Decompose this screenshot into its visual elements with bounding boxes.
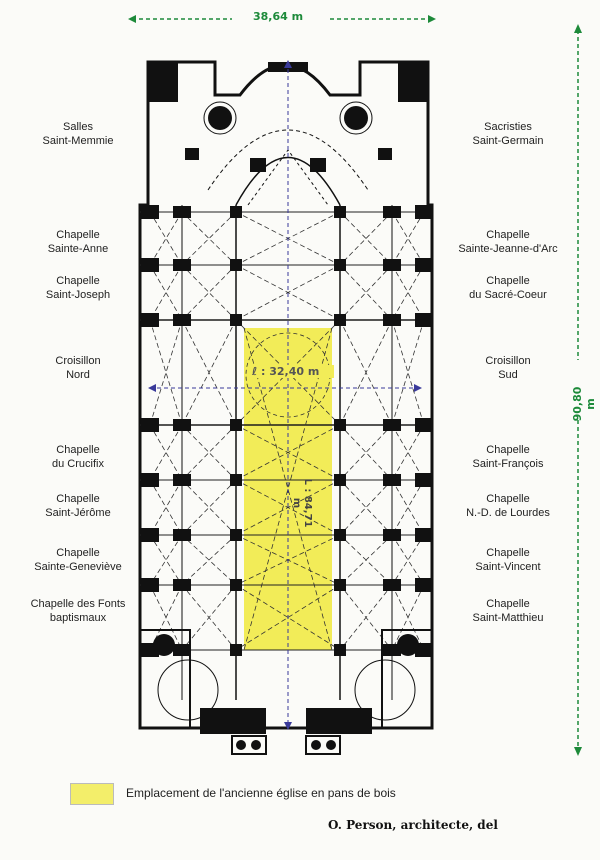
arrow-down [574, 747, 582, 756]
label-chapelle-saint-jerome: Chapelle Saint-Jérôme [45, 493, 111, 519]
old-width-label: ℓ : 32,40 m [250, 365, 334, 378]
label-croisillon-sud: Croisillon Sud [485, 355, 531, 381]
legend-text: Emplacement de l'ancienne église en pans de bois [126, 786, 396, 800]
label-chapelle-nd-de-lourdes: Chapelle N.-D. de Lourdes [466, 493, 550, 519]
old-length-label: L : 84,71 m [291, 478, 313, 528]
axis-arrow-right [414, 384, 422, 392]
label-chapelle-saint-joseph: Chapelle Saint-Joseph [45, 275, 111, 301]
length-label: 90,80 m [571, 386, 597, 422]
label-chapelle-des-fonts: Chapelle des Fonts baptismaux [30, 598, 126, 624]
label-chapelle-sainte-anne: Chapelle Sainte-Anne [47, 229, 109, 255]
label-sacristies-saint-germain: Sacristies Saint-Germain [472, 121, 544, 147]
label-chapelle-saint-vincent: Chapelle Saint-Vincent [475, 547, 541, 573]
arrow-right [428, 15, 436, 23]
width-label: 38,64 m [252, 10, 304, 23]
label-salles-saint-memmie: Salles Saint-Memmie [42, 121, 114, 147]
label-chapelle-du-sacre-coeur: Chapelle du Sacré-Coeur [469, 275, 547, 301]
label-chapelle-sainte-jeanne-darc: Chapelle Sainte-Jeanne-d'Arc [458, 229, 558, 255]
arrow-up [574, 24, 582, 33]
label-chapelle-saint-francois: Chapelle Saint-François [472, 444, 544, 470]
label-chapelle-sainte-genevieve: Chapelle Sainte-Geneviève [34, 547, 122, 573]
label-chapelle-saint-matthieu: Chapelle Saint-Matthieu [472, 598, 544, 624]
axis-arrow-left [148, 384, 156, 392]
label-chapelle-du-crucifix: Chapelle du Crucifix [52, 444, 104, 470]
legend-swatch [70, 783, 114, 805]
label-croisillon-nord: Croisillon Nord [55, 355, 101, 381]
architect-credit: O. Person, architecte, del [328, 818, 498, 832]
arrow-left [128, 15, 136, 23]
